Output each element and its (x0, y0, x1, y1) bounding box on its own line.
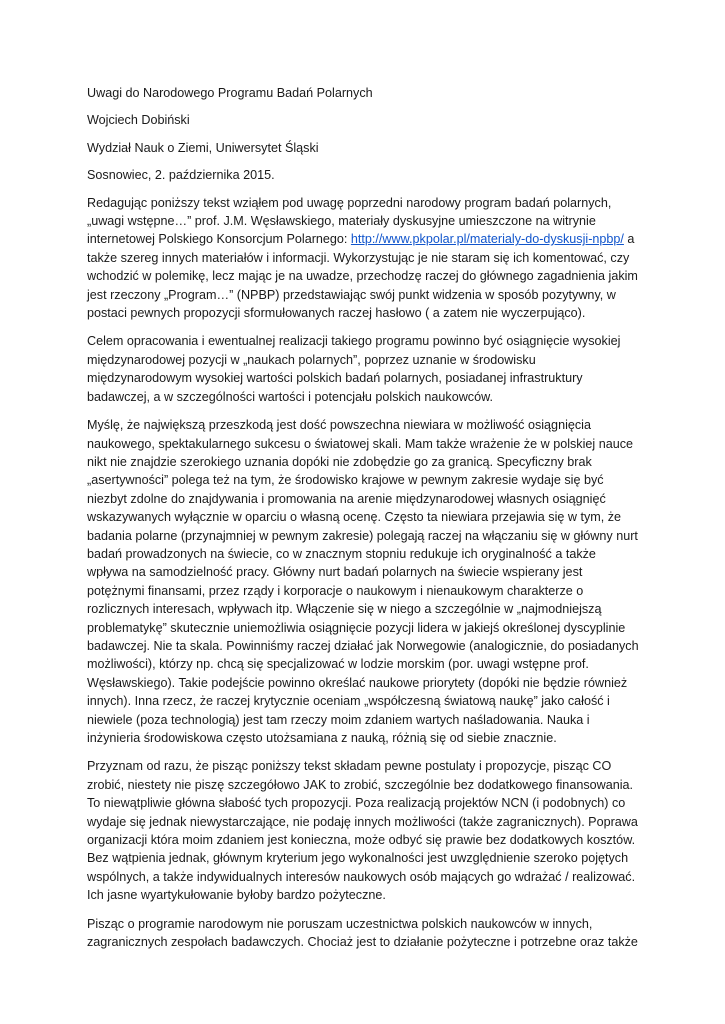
author-affiliation: Wydział Nauk o Ziemi, Uniwersytet Śląski (87, 140, 319, 155)
paragraph-intro-text-continued: a także szereg innych materiałów i informacji. Wykorzystując je nie staram się ich komentować, czy wchodzić w polemikę, lecz mając je na uwadze, przechodzę raczej do głównego zagadnienia jakim jest rzeczony „Program…” (NPBP) przedstawiając swój punkt widzenia w sposób pozytywny, w postaci pewnych propozycji sformułowanych raczej hasłowo ( a zatem nie wyczerpująco). (87, 232, 638, 321)
document-title: Uwagi do Narodowego Programu Badań Polarnych (87, 86, 373, 100)
paragraph-national-program: Pisząc o programie narodowym nie poruszam uczestnictwa polskich naukowców w innych, zagranicznych zespołach badawczych. Chociaż jest to działanie pożyteczne i potrzebne oraz także (87, 916, 638, 950)
date-line: Sosnowiec, 2. października 2015. (87, 168, 275, 183)
paragraph-intro (87, 194, 640, 323)
paragraph-obstacles: Myślę, że największą przeszkodą jest dość powszechna niewiara w możliwość osiągnięcia naukowego, spektakularnego sukcesu o światowej skali. Mam także wrażenie że w polskiej nauce nikt nie znajdzie szerokiego uznania dopóki nie zdobędzie go za granicą. Specyficzny brak „asertywności” polega też na tym, że środowisko krajowe w pewnym zakresie wydaje się być niezbyt zdolne do znajdywania i promowania na arenie międzynarodowej własnych osiągnięć wskazywanych wyłącznie w oparciu o własną ocenę. Często ta niewiara przejawia się w tym, że badania polarne (przynajmniej w pewnym zakresie) polegają raczej na włączaniu się w główny nurt badań prowadzonych na świecie, co w znacznym stopniu redukuje ich oryginalność a także wpływa na samodzielność pracy. Główny nurt badań polarnych na świecie wspierany jest potężnymi finansami, przez rządy i korporacje o naukowym i nienaukowym charakterze o rozlicznych interesach, wpływach itp. Włączenie się w niego a szczególnie w „najmodniejszą problematykę” skutecznie uniemożliwia osiągnięcie pozycji lidera w jakiejś określonej dyscyplinie badawczej. Nie ta skala. Powinniśmy raczej działać jak Norwegowie (analogicznie, do posiadanych możliwości), którzy np. chcą się specjalizować w lodzie morskim (por. uwagi wstępne prof. Węsławskiego). Takie podejście powinno określać naukowe priorytety (dopóki nie będzie również innych). Inna rzecz, że raczej krytycznie oceniam „współczesną światową naukę” jako całość i niewiele (poza technologią) jest tam rzeczy moim zdaniem wartych naśladowania. Nauka i inżynieria środowiskowa często utożsamiana z nauką, różnią się od siebie znacznie. (87, 418, 639, 745)
pkpolar-link[interactable]: http://www.pkpolar.pl/materialy-do-dyskusji-npbp/ (350, 232, 624, 247)
paragraph-proposals: Przyznam od razu, że pisząc poniższy tekst składam pewne postulaty i propozycje, pisząc CO zrobić, niestety nie piszę szczegółowo JAK to zrobić, szczególnie bez dodatkowego finansowania. To niewątpliwie główna słabość tych propozycji. Poza realizacją projektów NCN (i podobnych) co wydaje się jednak niewystarczające, nie podaję innych możliwości (także zagranicznych). Poprawa organizacji która moim zdaniem jest konieczna, może odbyć się prawie bez dodatkowych kosztów. Bez wątpienia jednak, głównym kryterium jego wykonalności jest uwzględnienie szeroko pojętych wspólnych, a także indywidualnych interesów naukowych osób mających go wdrażać / realizować. Ich jasne wyartykułowanie byłoby bardzo pożyteczne. (87, 759, 638, 903)
paragraph-intro-text: Redagując poniższy tekst wziąłem pod uwagę poprzedni narodowy program badań polarnych, „uwagi wstępne…” prof. J.M. Węsławskiego, materiały dyskusyjne umieszczone na witrynie internetowej Polskiego Konsorcjum Polarnego: (87, 195, 612, 247)
document-page (87, 84, 640, 961)
author-name: Wojciech Dobiński (87, 113, 190, 128)
paragraph-goal: Celem opracowania i ewentualnej realizacji takiego programu powinno być osiągnięcie wysokiej międzynarodowej pozycji w „naukach polarnych”, poprzez uznanie w środowisku międzynarodowym wysokiej wartości polskich badań polarnych, posiadanej infrastruktury badawczej, a w szczególności wartości i potencjału polskich naukowców. (87, 334, 621, 404)
